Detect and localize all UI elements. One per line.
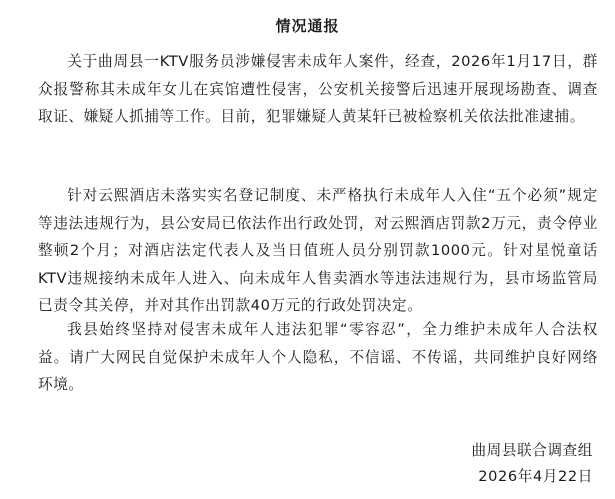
- issue-date: 2026年4月22日: [478, 468, 593, 485]
- issuer-name: 曲周县联合调查组: [471, 442, 593, 459]
- paragraph-case-details: 关于曲周县一KTV服务员涉嫌侵害未成年人案件，经查，2026年1月17日，群众报警称其未成年女儿在宾馆遭性侵害，公安机关接警后迅速开展现场勘查、调查取证、嫌疑人抓捕等工作。目前，犯罪嫌疑人黄某轩已被检察机关依法批准逮捕。: [38, 53, 598, 125]
- paragraph-penalties: 针对云熙酒店未落实实名登记制度、未严格执行未成年人入住“五个必须”规定等违法违规行为，县公安局已依法作出行政处罚，对云熙酒店罚款2万元，责令停业整顿2个月；对酒店法定代表人及当日值班人员分别罚款1000元。针对星悦童话KTV违规接纳未成年人进入、向未成年人售卖酒水等违法违规行为，县市场监管局已责令其关停，并对其作出罚款40万元的行政处罚决定。: [38, 187, 598, 314]
- notice-title: 情况通报: [275, 17, 340, 35]
- paragraph-statement: 我县始终坚持对侵害未成年人违法犯罪“零容忍”，全力维护未成年人合法权益。请广大网民自觉保护未成年人个人隐私，不信谣、不传谣，共同维护良好网络环境。: [38, 321, 598, 393]
